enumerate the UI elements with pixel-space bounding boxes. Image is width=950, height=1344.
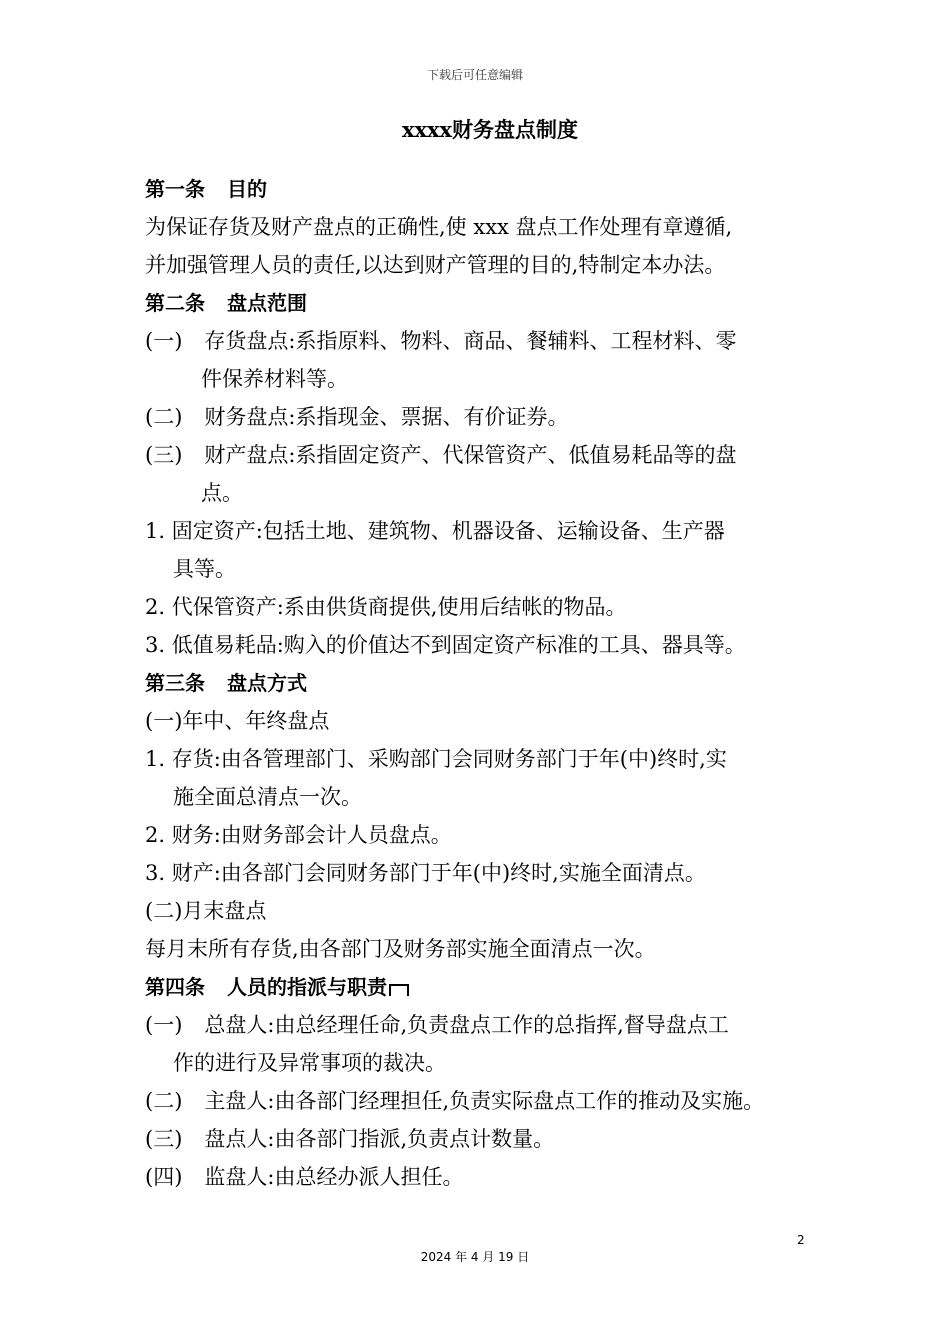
list-text: 存货盘点:系指原料、物料、商品、餐辅料、工程材料、零 <box>204 329 737 353</box>
list-marker: (四) <box>145 1165 183 1189</box>
sub-heading: (一)年中、年终盘点 <box>145 709 330 733</box>
sub-list-item: 3. 财产:由各部门会同财务部门于年(中)终时,实施全面清点。 <box>145 861 706 885</box>
list-item-continuation: 点。 <box>201 481 243 505</box>
sub-list-item: 1. 固定资产:包括土地、建筑物、机器设备、运输设备、生产器 <box>145 519 725 543</box>
sub-list-item: 1. 存货:由各管理部门、采购部门会同财务部门于年(中)终时,实 <box>145 747 727 771</box>
section-title: 人员的指派与职责 <box>227 975 387 999</box>
footer-date: 2024 年 4 月 19 日 <box>420 1250 530 1264</box>
list-text: 财产盘点:系指固定资产、代保管资产、低值易耗品等的盘 <box>204 443 737 467</box>
paragraph-line: 每月末所有存货,由各部门及财务部实施全面清点一次。 <box>145 937 656 961</box>
list-item-continuation: 件保养材料等。 <box>201 367 348 391</box>
sub-heading: (二)月末盘点 <box>145 899 267 923</box>
list-marker: (二) <box>145 1089 183 1113</box>
header-note: 下载后可任意编辑 <box>426 68 523 82</box>
list-item <box>145 1120 825 1158</box>
sub-list-item: 2. 代保管资产:系由供货商提供,使用后结帐的物品。 <box>145 595 627 619</box>
page-number: 2 <box>797 1233 805 1247</box>
section-1-heading <box>145 170 825 208</box>
list-marker: (二) <box>145 405 183 429</box>
list-item-continuation: 作的进行及异常事项的裁决。 <box>173 1051 446 1075</box>
section-3-heading <box>145 664 825 702</box>
sub-list-item-continuation: 具等。 <box>173 557 236 581</box>
list-text: 盘点人:由各部门指派,负责点计数量。 <box>204 1127 555 1151</box>
sub-list-item-continuation: 施全面总清点一次。 <box>173 785 362 809</box>
list-text: 监盘人:由总经办派人担任。 <box>204 1165 464 1189</box>
list-text: 总盘人:由总经理任命,负责盘点工作的总指挥,督导盘点工 <box>204 1013 729 1037</box>
list-item <box>145 436 825 474</box>
section-number: 第三条 <box>145 671 205 695</box>
section-number: 第四条 <box>145 975 205 999</box>
sub-list-item: 2. 财务:由财务部会计人员盘点。 <box>145 823 452 847</box>
paragraph-line: 并加强管理人员的责任,以达到财产管理的目的,特制定本办法。 <box>145 253 726 277</box>
list-marker: (一) <box>145 329 183 353</box>
section-number: 第二条 <box>145 291 205 315</box>
list-item <box>145 1082 825 1120</box>
list-item <box>145 322 825 360</box>
list-marker: (三) <box>145 1127 183 1151</box>
list-item <box>145 1158 825 1196</box>
list-text: 财务盘点:系指现金、票据、有价证券。 <box>204 405 569 429</box>
sub-list-item: 3. 低值易耗品:购入的价值达不到固定资产标准的工具、器具等。 <box>145 633 746 657</box>
document-title: xxxx财务盘点制度 <box>401 117 579 142</box>
section-title: 目的 <box>227 177 267 201</box>
list-text: 主盘人:由各部门经理担任,负责实际盘点工作的推动及实施。 <box>204 1089 765 1113</box>
list-item <box>145 1006 825 1044</box>
section-2-heading <box>145 284 825 322</box>
document-body <box>145 170 825 1196</box>
list-item <box>145 398 825 436</box>
paragraph-line: 为保证存货及财产盘点的正确性,使 xxx 盘点工作处理有章遵循, <box>145 215 733 239</box>
section-4-heading <box>145 968 825 1006</box>
section-number: 第一条 <box>145 177 205 201</box>
edit-mark-icon <box>389 984 409 996</box>
section-title: 盘点范围 <box>227 291 307 315</box>
list-marker: (一) <box>145 1013 183 1037</box>
list-marker: (三) <box>145 443 183 467</box>
section-title: 盘点方式 <box>227 671 307 695</box>
